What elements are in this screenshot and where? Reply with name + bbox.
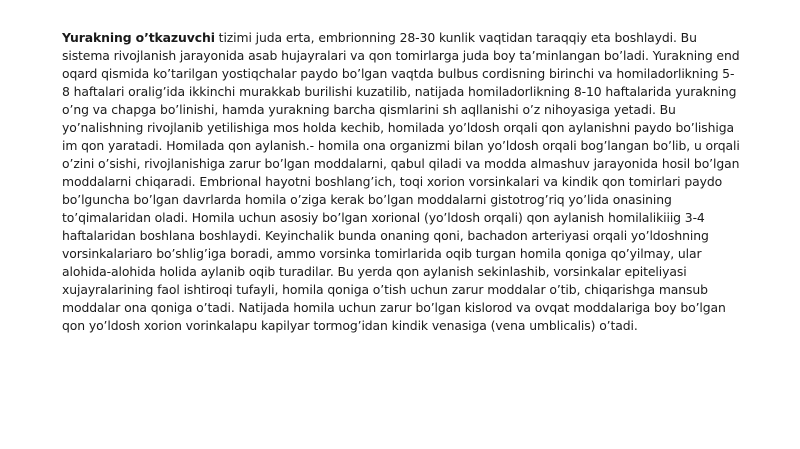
lead-term: Yurakning o’tkazuvchi [62, 30, 215, 45]
body-paragraph [62, 29, 742, 335]
body-text: tizimi juda erta, embrionning 28-30 kunlik vaqtidan taraqqiy eta boshlaydi. Bu sistema rivojlanish jarayonida asab hujayralari va qon tomirlarga juda boy ta’minlangan bo’ladi. Yurakning end oqard qismida ko’tarilgan yostiqchalar paydo bo’lgan vaqtda bulbus cordisning birinchi va homiladorlikning 5-8 haftalari oralig’ida ikkinchi murakkab burilishi kuzatilib, natijada homiladorlikning 8-10 haftalarida yurakning o’ng va chapga bo’linishi, hamda yurakning barcha qismlarini sh aqllanishi o’z nihoyasiga yetadi. Bu yo’nalishning rivojlanib yetilishiga mos holda kechib, homilada yo’ldosh orqali qon aylanishni paydo bo’lishiga im qon yaratadi. Homilada qon aylanish.- homila ona organizmi bilan yo’ldosh orqali bog’langan bo’lib, u orqali o’zini o’sishi, rivojlanishiga zarur bo’lgan moddalarni, qabul qiladi va modda almashuv jarayonida hosil bo’lgan moddalarni chiqaradi. Embrional hayotni boshlang’ich, toqi xorion vorsinkalari va kindik qon tomirlari paydo bo’lguncha bo’lgan davrlarda homila o’ziga kerak bo’lgan moddalarni gistotrog’riq yo’lida onasining to’qimalaridan oladi. Homila uchun asosiy bo’lgan xorional (yo’ldosh orqali) qon aylanish homilalikiiig 3-4 haftalaridan boshlana boshlaydi. Keyinchalik bunda onaning qoni, bachadon arteriyasi orqali yo’ldoshning vorsinkalariaro bo’shlig’iga boradi, ammo vorsinka tomirlarida oqib turgan homila qoniga qo’yilmay, ular alohida-alohida holida aylanib oqib turadilar. Bu yerda qon aylanish sekinlashib, vorsinkalar epiteliyasi xujayralarining faol ishtiroqi tufayli, homila qoniga o’tish uchun zarur moddalar o’tib, chiqarishga mansub moddalar ona qoniga o’tadi. Natijada homila uchun zarur bo’lgan kislorod va ovqat moddalariga boy bo’lgan qon yo’ldosh xorion vorinkalapu kapilyar tormog’idan kindik venasiga (vena umblicalis) o’tadi. [62, 30, 740, 333]
